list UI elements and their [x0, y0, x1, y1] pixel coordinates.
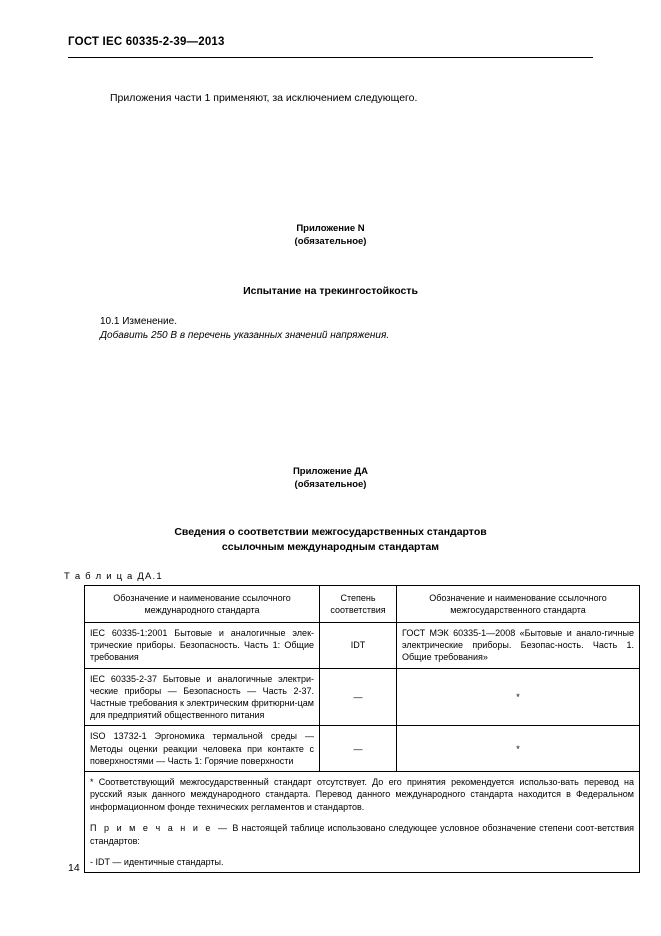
cell-ref-interstate: ГОСТ МЭК 60335-1—2008 «Бытовые и анало-гичные электрические приборы. Безопас-ность. Часть 1. Общие требования» [397, 623, 640, 669]
table-header-row [85, 586, 640, 623]
note-label: П р и м е ч а н и е — [90, 823, 230, 834]
note-text: В настоящей таблице использовано следующее условное обозначение степени соот-ветствия стандартов: [90, 823, 634, 846]
header-divider [68, 57, 593, 58]
cell-ref-interstate: * [397, 726, 640, 772]
footnote-text: * Соответствующий межгосударственный стандарт отсутствует. До его принятия рекомендуется использо-вать перевод на русский язык данного международного стандарта. Перевод данного международного стандарта находится в Федеральном информационном фонде технических регламентов и стандартов. [90, 777, 634, 812]
annex-n-status: (обязательное) [294, 236, 367, 247]
page-number: 14 [68, 862, 80, 874]
cell-ref-international: ISO 13732-1 Эргономика термальной среды — Методы оценки реакции человека при контакте с поверхностями — Часть 1: Горячие поверхности [85, 726, 320, 772]
clause-number: 10.1 Изменение. [100, 316, 177, 327]
note-paragraph [90, 822, 634, 847]
table-footnote-row [85, 772, 640, 873]
table-header-cell-1: Обозначение и наименование ссылочного международного стандарта [85, 586, 320, 623]
table-footnote-cell [85, 772, 640, 873]
table-row [85, 668, 640, 726]
table-row [85, 623, 640, 669]
cell-ref-interstate: * [397, 668, 640, 726]
annex-da-label: Приложение ДА [292, 466, 369, 477]
table-body [85, 623, 640, 873]
intro-paragraph: Приложения части 1 применяют, за исключением следующего. [110, 92, 418, 104]
table-head [85, 586, 640, 623]
cell-ref-international: IEC 60335-1:2001 Бытовые и аналогичные элек-трические приборы. Безопасность. Часть 1: Общие требования [85, 623, 320, 669]
clause-text: Добавить 250 В в перечень указанных значений напряжения. [100, 330, 390, 341]
annex-da-heading [0, 465, 661, 491]
note-item: - IDT — идентичные стандарты. [90, 857, 224, 868]
table-caption: Т а б л и ц а ДА.1 [64, 571, 163, 582]
annex-n-heading [0, 222, 661, 248]
correspondence-table [84, 585, 640, 873]
annex-n-label: Приложение N [296, 223, 365, 234]
cell-degree: — [320, 668, 397, 726]
page-header: ГОСТ IEC 60335-2-39—2013 [68, 36, 225, 48]
table-header-cell-3: Обозначение и наименование ссылочного межгосударственного стандарта [397, 586, 640, 623]
table-row [85, 726, 640, 772]
table-header-cell-2: Степень соответствия [320, 586, 397, 623]
annex-da-status: (обязательное) [294, 479, 367, 490]
annex-da-title-line1: Сведения о соответствии межгосударственных стандартов [174, 526, 487, 538]
annex-da-title-line2: ссылочным международным стандартам [221, 541, 440, 553]
annex-da-title [0, 525, 661, 555]
cell-ref-international: IEC 60335-2-37 Бытовые и аналогичные электри-ческие приборы — Безопасность — Часть 2-37. Частные требования к электрическим фритюрни-цам для предприятий общественного питания [85, 668, 320, 726]
annex-n-title: Испытание на трекингостойкость [243, 285, 418, 297]
cell-degree: IDT [320, 623, 397, 669]
cell-degree: — [320, 726, 397, 772]
